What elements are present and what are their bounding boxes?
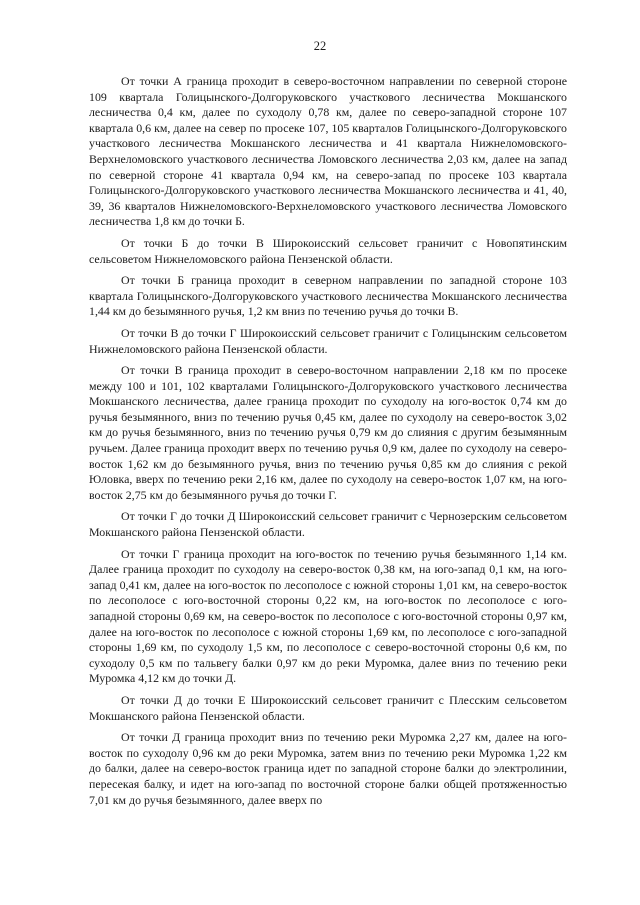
- paragraph-boundary-b-v: От точки Б граница проходит в северном направлении по западной стороне 103 квартала Голицынского-Долгоруковского участкового лесничества Мокшанского лесничества 1,44 км до безымянного ручья, 1,2 км вниз по течению ручья до точки В.: [89, 273, 567, 319]
- paragraph-boundary-g-d: От точки Г граница проходит на юго-восток по течению ручья безымянного 1,14 км. Далее граница проходит по суходолу на северо-восток 0,38 км, на юго-запад 0,1 км, на юго-запад 0,41 км, далее на юго-восток по лесополосе с южной стороны 1,01 км, на северо-восток по лесополосе с юго-восточной стороны 0,22 км, на юго-восток по лесополосе с юго-западной стороны 0,69 км, на северо-восток по лесополосе с юго-восточной стороны 0,97 км, далее на юго-восток по лесополосе с южной стороны 1,69 км, по лесополосе с юго-западной стороны 1,69 км, по суходолу 1,5 км, по лесополосе с северо-восточной стороны 0,6 км, по суходолу 0,5 км по тальвегу балки 0,97 км до реки Муромка, далее вниз по течению реки Муромка 4,12 км до точки Д.: [89, 546, 567, 686]
- page-number: 22: [313, 39, 327, 53]
- paragraph-boundary-d-e: От точки Д граница проходит вниз по течению реки Муромка 2,27 км, далее на юго-восток по суходолу 0,96 км до реки Муромка, затем вниз по течению реки Муромка 1,22 км до балки, далее на северо-восток граница идет по западной стороне балки до электролинии, пересекая балку, и идет на юго-запад по восточной стороне балки общей протяженностью 7,01 км до ручья безымянного, далее вверх по: [89, 730, 567, 807]
- paragraph-boundary-v-g: От точки В граница проходит в северо-восточном направлении 2,18 км по просеке между 100 и 101, 102 кварталами Голицынского-Долгоруковского участкового лесничества Мокшанского лесничества, далее граница проходит по суходолу на юго-восток 0,74 км до ручья безымянного, вниз по течению ручья 0,45 км, далее по суходолу на северо-восток 3,02 км до ручья безымянного, вниз по течению ручья 0,79 км до слияния с другим безымянным ручьем. Далее граница проходит вверх по течению ручья 0,9 км, далее по суходолу на северо-восток 1,62 км до безымянного ручья, вниз по течению ручья 0,85 км до слияния с рекой Юловка, вверх по течению реки 2,16 км, далее по суходолу на северо-восток 1,07 км, на юго-восток 2,75 км до безымянного ручья до точки Г.: [89, 363, 567, 502]
- paragraph-neighbor-b-v: От точки Б до точки В Широкоисский сельсовет граничит с Новопятинским сельсоветом Нижнеломовского района Пензенской области.: [89, 235, 567, 266]
- document-body: [89, 74, 567, 814]
- paragraph-neighbor-v-g: От точки В до точки Г Широкоисский сельсовет граничит с Голицынским сельсоветом Нижнеломовского района Пензенской области.: [89, 325, 567, 356]
- paragraph-neighbor-g-d: От точки Г до точки Д Широкоисский сельсовет граничит с Чернозерским сельсоветом Мокшанского района Пензенской области.: [89, 509, 567, 540]
- paragraph-boundary-a-b: От точки А граница проходит в северо-восточном направлении по северной стороне 109 квартала Голицынского-Долгоруковского участкового лесничества Мокшанского лесничества 0,4 км, далее по суходолу 0,78 км, далее по северо-западной стороне 107 квартала 0,6 км, далее на север по просеке 107, 105 кварталов Голицынского-Долгоруковского участкового лесничества Мокшанского лесничества и 41 квартала Нижнеломовского-Верхнеломовского участкового лесничества Ломовского лесничества 2,03 км, далее на запад по северной стороне 41 квартала 0,94 км, на северо-запад по просеке 103 квартала Голицынского-Долгоруковского участкового лесничества Мокшанского лесничества и 41, 40, 39, 36 кварталов Нижнеломовского-Верхнеломовского участкового лесничества Ломовского лесничества 1,8 км до точки Б.: [89, 74, 567, 229]
- paragraph-neighbor-d-e: От точки Д до точки Е Широкоисский сельсовет граничит с Плесским сельсоветом Мокшанского района Пензенской области.: [89, 692, 567, 723]
